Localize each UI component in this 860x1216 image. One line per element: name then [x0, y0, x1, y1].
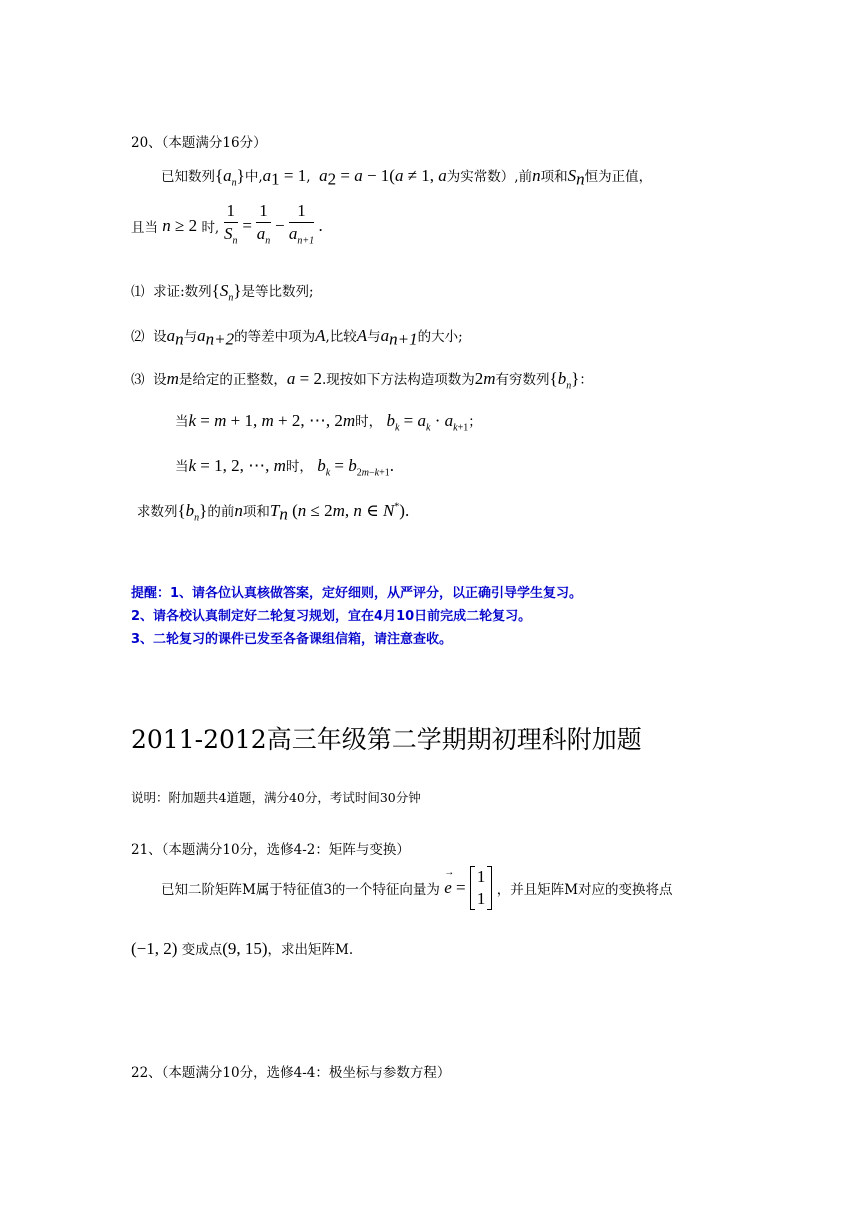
q21-header: 21、（本题满分10分，选修4-2：矩阵与变换）: [131, 842, 410, 858]
q21-body-2: (−1, 2) 变成点(9, 15)，求出矩阵M.: [131, 939, 354, 958]
q22-header: 22、（本题满分10分，选修4-4：极坐标与参数方程）: [131, 1065, 451, 1081]
q20-when: 且当 n ≥ 2 时, $\frac{1}{S_n}$ = $\frac{1}{a_n}$ − $\frac{1}{a_{n+1}}$ .: [131, 201, 323, 247]
q20-final: 求数列$\{b_n\}$的前n项和$T_n$ (n ≤ 2m, n ∈ N*).: [137, 501, 410, 524]
q20-part3: ⑶ 设m是给定的正整数，a = 2.现按如下方法构造项数为2m有穷数列$\{b_n\}$：: [131, 369, 593, 392]
q20-part1: ⑴ 求证:数列$\{S_n\}$是等比数列;: [131, 281, 314, 304]
eigenvector-symbol: → e: [444, 878, 452, 898]
section-note: 说明：附加题共4道题，满分40分，考试时间30分钟: [131, 790, 421, 805]
q20-case1: 当k = m + 1, m + 2, ⋯, 2m时， $b_k = a_k \cdot a_{k+1}$；: [175, 411, 482, 434]
q20-intro: 已知数列$\{a_n\}$中$,a_1 = 1$, $a_2 = a - 1(a \ne 1$, a为实常数）,前n项和$S_n$恒为正值，: [161, 166, 653, 189]
q20-part2: ⑵ 设$a_n$与$a_{n+2}$的等差中项为A,比较A与$a_{n+1}$的大小;: [131, 326, 463, 349]
q20-case2: 当k = 1, 2, ⋯, m时， $b_k = b_{2m-k+1}$.: [175, 456, 394, 479]
section-title: 2011-2012高三年级第二学期期初理科附加题: [131, 725, 642, 754]
eigenvector-matrix: 1 1: [470, 866, 493, 910]
q21-body: 已知二阶矩阵M属于特征值3的一个特征向量为 → e = 1 1 ，并且矩阵M对应的变换将点: [161, 866, 673, 910]
reminder-line-1: 提醒：1、请各位认真核做答案，定好细则，从严评分，以正确引导学生复习。: [131, 586, 583, 601]
reminder-line-2: 2、请各校认真制定好二轮复习规划，宜在4月10日前完成二轮复习。: [131, 609, 532, 624]
q20-header: 20、（本题满分16分）: [131, 135, 267, 151]
reminder-line-3: 3、二轮复习的课件已发至各备课组信箱，请注意查收。: [131, 632, 453, 647]
